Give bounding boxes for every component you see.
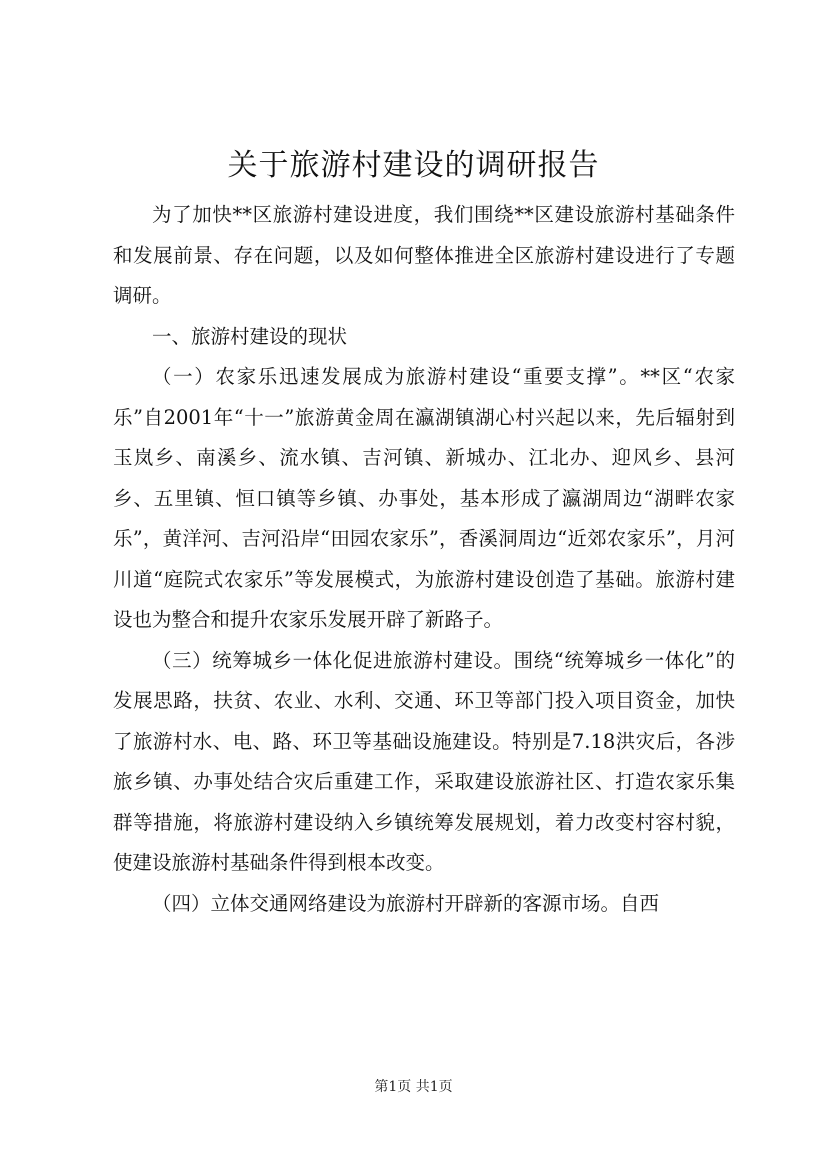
paragraph-section-4: （四）立体交通网络建设为旅游村开辟新的客源市场。自西: [152, 891, 660, 915]
section-heading: 一、旅游村建设的现状: [152, 324, 348, 348]
document-title: 关于旅游村建设的调研报告: [227, 148, 600, 183]
paragraph-intro: 为了加快**区旅游村建设进度，我们围绕**区建设旅游村基础条件和发展前景、存在问题，以及如何整体推进全区旅游村建设进行了专题调研。: [113, 203, 735, 307]
page-footer: 第1页 共1页: [374, 1079, 453, 1095]
paragraph-section-3: （三）统筹城乡一体化促进旅游村建设。围绕“统筹城乡一体化”的发展思路，扶贫、农业、水利、交通、环卫等部门投入项目资金，加快了旅游村水、电、路、环卫等基础设施建设。特别是7.18洪灾后，各涉旅乡镇、办事处结合灾后重建工作，采取建设旅游社区、打造农家乐集群等措施，将旅游村建设纳入乡镇统筹发展规划，着力改变村容村貌，使建设旅游村基础条件得到根本改变。: [113, 648, 735, 874]
document-body: [113, 195, 735, 924]
paragraph-section-1: （一）农家乐迅速发展成为旅游村建设“重要支撑”。**区“农家乐”自2001年“十一”旅游黄金周在瀛湖镇湖心村兴起以来，先后辐射到玉岚乡、南溪乡、流水镇、吉河镇、新城办、江北办、迎风乡、县河乡、五里镇、恒口镇等乡镇、办事处，基本形成了瀛湖周边“湖畔农家乐”，黄洋河、吉河沿岸“田园农家乐”，香溪洞周边“近郊农家乐”，月河川道“庭院式农家乐”等发展模式，为旅游村建设创造了基础。旅游村建设也为整合和提升农家乐发展开辟了新路子。: [113, 365, 735, 631]
